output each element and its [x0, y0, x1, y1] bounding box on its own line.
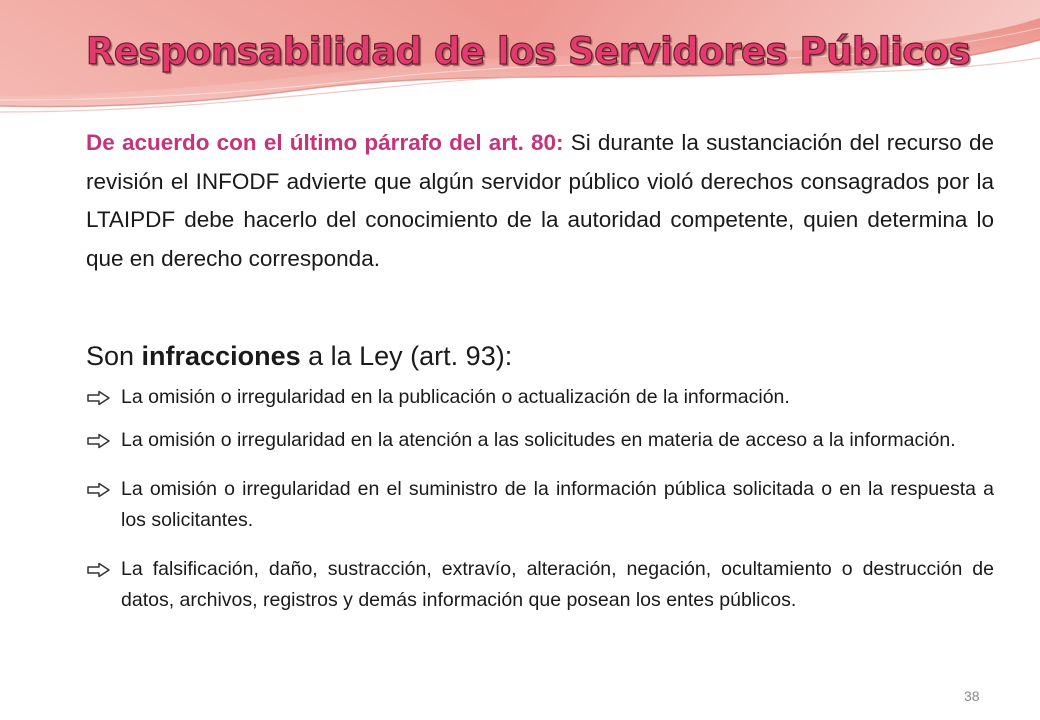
list-item	[86, 554, 994, 616]
subhead-bold: infracciones	[141, 341, 301, 371]
list-item-text: La omisión o irregularidad en la atención a las solicitudes en materia de acceso a la información.	[121, 429, 956, 451]
arrow-right-icon	[86, 433, 112, 449]
arrow-right-icon	[86, 482, 112, 498]
list-item-text: La omisión o irregularidad en el suministro de la información pública solicitada o en la respuesta a los solicitantes.	[121, 478, 994, 531]
page-number: 38	[964, 688, 980, 704]
intro-body: Si durante la sustanciación del recurso de revisión el INFODF advierte que algún servidor público violó derechos consagrados por la LTAIPDF debe hacerlo del conocimiento de la autoridad competente, quien determina lo que en derecho corresponda.	[86, 130, 995, 271]
intro-lead: De acuerdo con el último párrafo del art. 80:	[86, 130, 564, 155]
intro-paragraph	[86, 124, 994, 278]
list-item	[86, 474, 994, 536]
arrow-right-icon	[86, 562, 112, 578]
infractions-list	[86, 382, 994, 634]
arrow-right-icon	[86, 390, 112, 406]
list-item-text: La omisión o irregularidad en la publicación o actualización de la información.	[121, 386, 790, 408]
subhead-post: a la Ley (art. 93):	[300, 341, 513, 371]
list-item	[86, 382, 994, 413]
infractions-heading	[86, 338, 994, 374]
slide-title: Responsabilidad de los Servidores Públicos	[85, 30, 971, 73]
list-item	[86, 425, 994, 456]
list-item-text: La falsificación, daño, sustracción, extravío, alteración, negación, ocultamiento o destrucción de datos, archivos, registros y demás información que posean los entes públicos.	[121, 558, 994, 611]
subhead-pre: Son	[86, 341, 142, 371]
